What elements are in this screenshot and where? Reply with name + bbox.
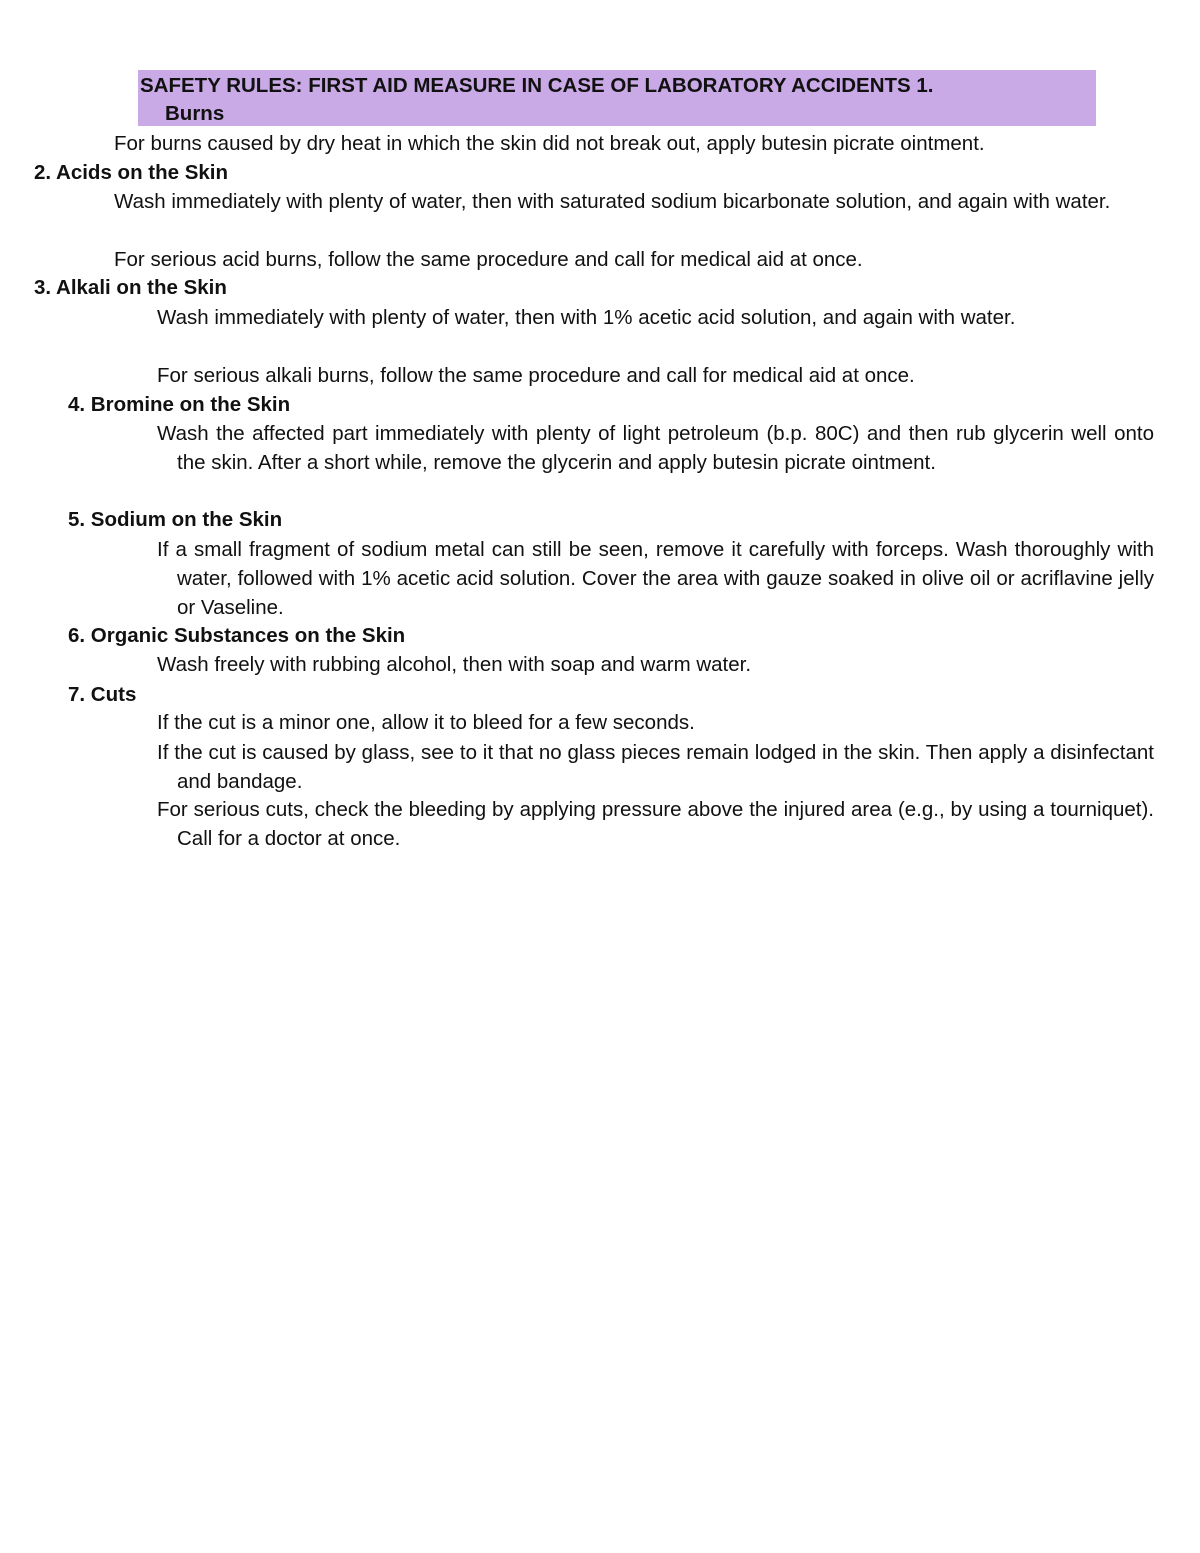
section-heading-bromine: 4. Bromine on the Skin xyxy=(68,393,291,416)
title-line-1: SAFETY RULES: FIRST AID MEASURE IN CASE OF LABORATORY ACCIDENTS 1. xyxy=(140,74,934,97)
section-heading-cuts: 7. Cuts xyxy=(68,683,137,706)
bullet-organic-1: Wash freely with rubbing alcohol, then with soap and warm water. xyxy=(157,653,752,676)
bullet-alkali-2: For serious alkali burns, follow the same procedure and call for medical aid at once. xyxy=(157,364,915,387)
bullet-sodium-1: If a small fragment of sodium metal can still be seen, remove it carefully with forceps. Wash thoroughly with water, followed with 1% acetic acid solution. Cover the area with gauze soaked in olive oil or acriflavine jelly or Vaseline. xyxy=(157,538,1154,619)
section-heading-acids: 2. Acids on the Skin xyxy=(34,161,229,184)
bullet-cuts-1: If the cut is a minor one, allow it to bleed for a few seconds. xyxy=(157,711,695,734)
bullet-burns-1: For burns caused by dry heat in which the skin did not break out, apply butesin picrate ointment. xyxy=(114,132,985,155)
bullet-cuts-2: If the cut is caused by glass, see to it that no glass pieces remain lodged in the skin. Then apply a disinfectant and bandage. xyxy=(157,741,1154,793)
section-heading-alkali: 3. Alkali on the Skin xyxy=(34,276,227,299)
bullet-bromine-1: Wash the affected part immediately with plenty of light petroleum (b.p. 80C) and then rub glycerin well onto the skin. After a short while, remove the glycerin and apply butesin picrate ointment. xyxy=(157,422,1154,474)
bullet-acids-2: For serious acid burns, follow the same procedure and call for medical aid at once. xyxy=(114,248,863,271)
bullet-acids-1: Wash immediately with plenty of water, then with saturated sodium bicarbonate solution, and again with water. xyxy=(114,190,1111,213)
document-title xyxy=(138,70,1096,126)
title-line-2: Burns xyxy=(165,102,225,125)
bullet-alkali-1: Wash immediately with plenty of water, then with 1% acetic acid solution, and again with water. xyxy=(157,306,1016,329)
section-heading-sodium: 5. Sodium on the Skin xyxy=(68,508,283,531)
section-heading-organic: 6. Organic Substances on the Skin xyxy=(68,624,406,647)
bullet-cuts-3: For serious cuts, check the bleeding by applying pressure above the injured area (e.g., by using a tourniquet). Call for a doctor at once. xyxy=(157,798,1154,850)
